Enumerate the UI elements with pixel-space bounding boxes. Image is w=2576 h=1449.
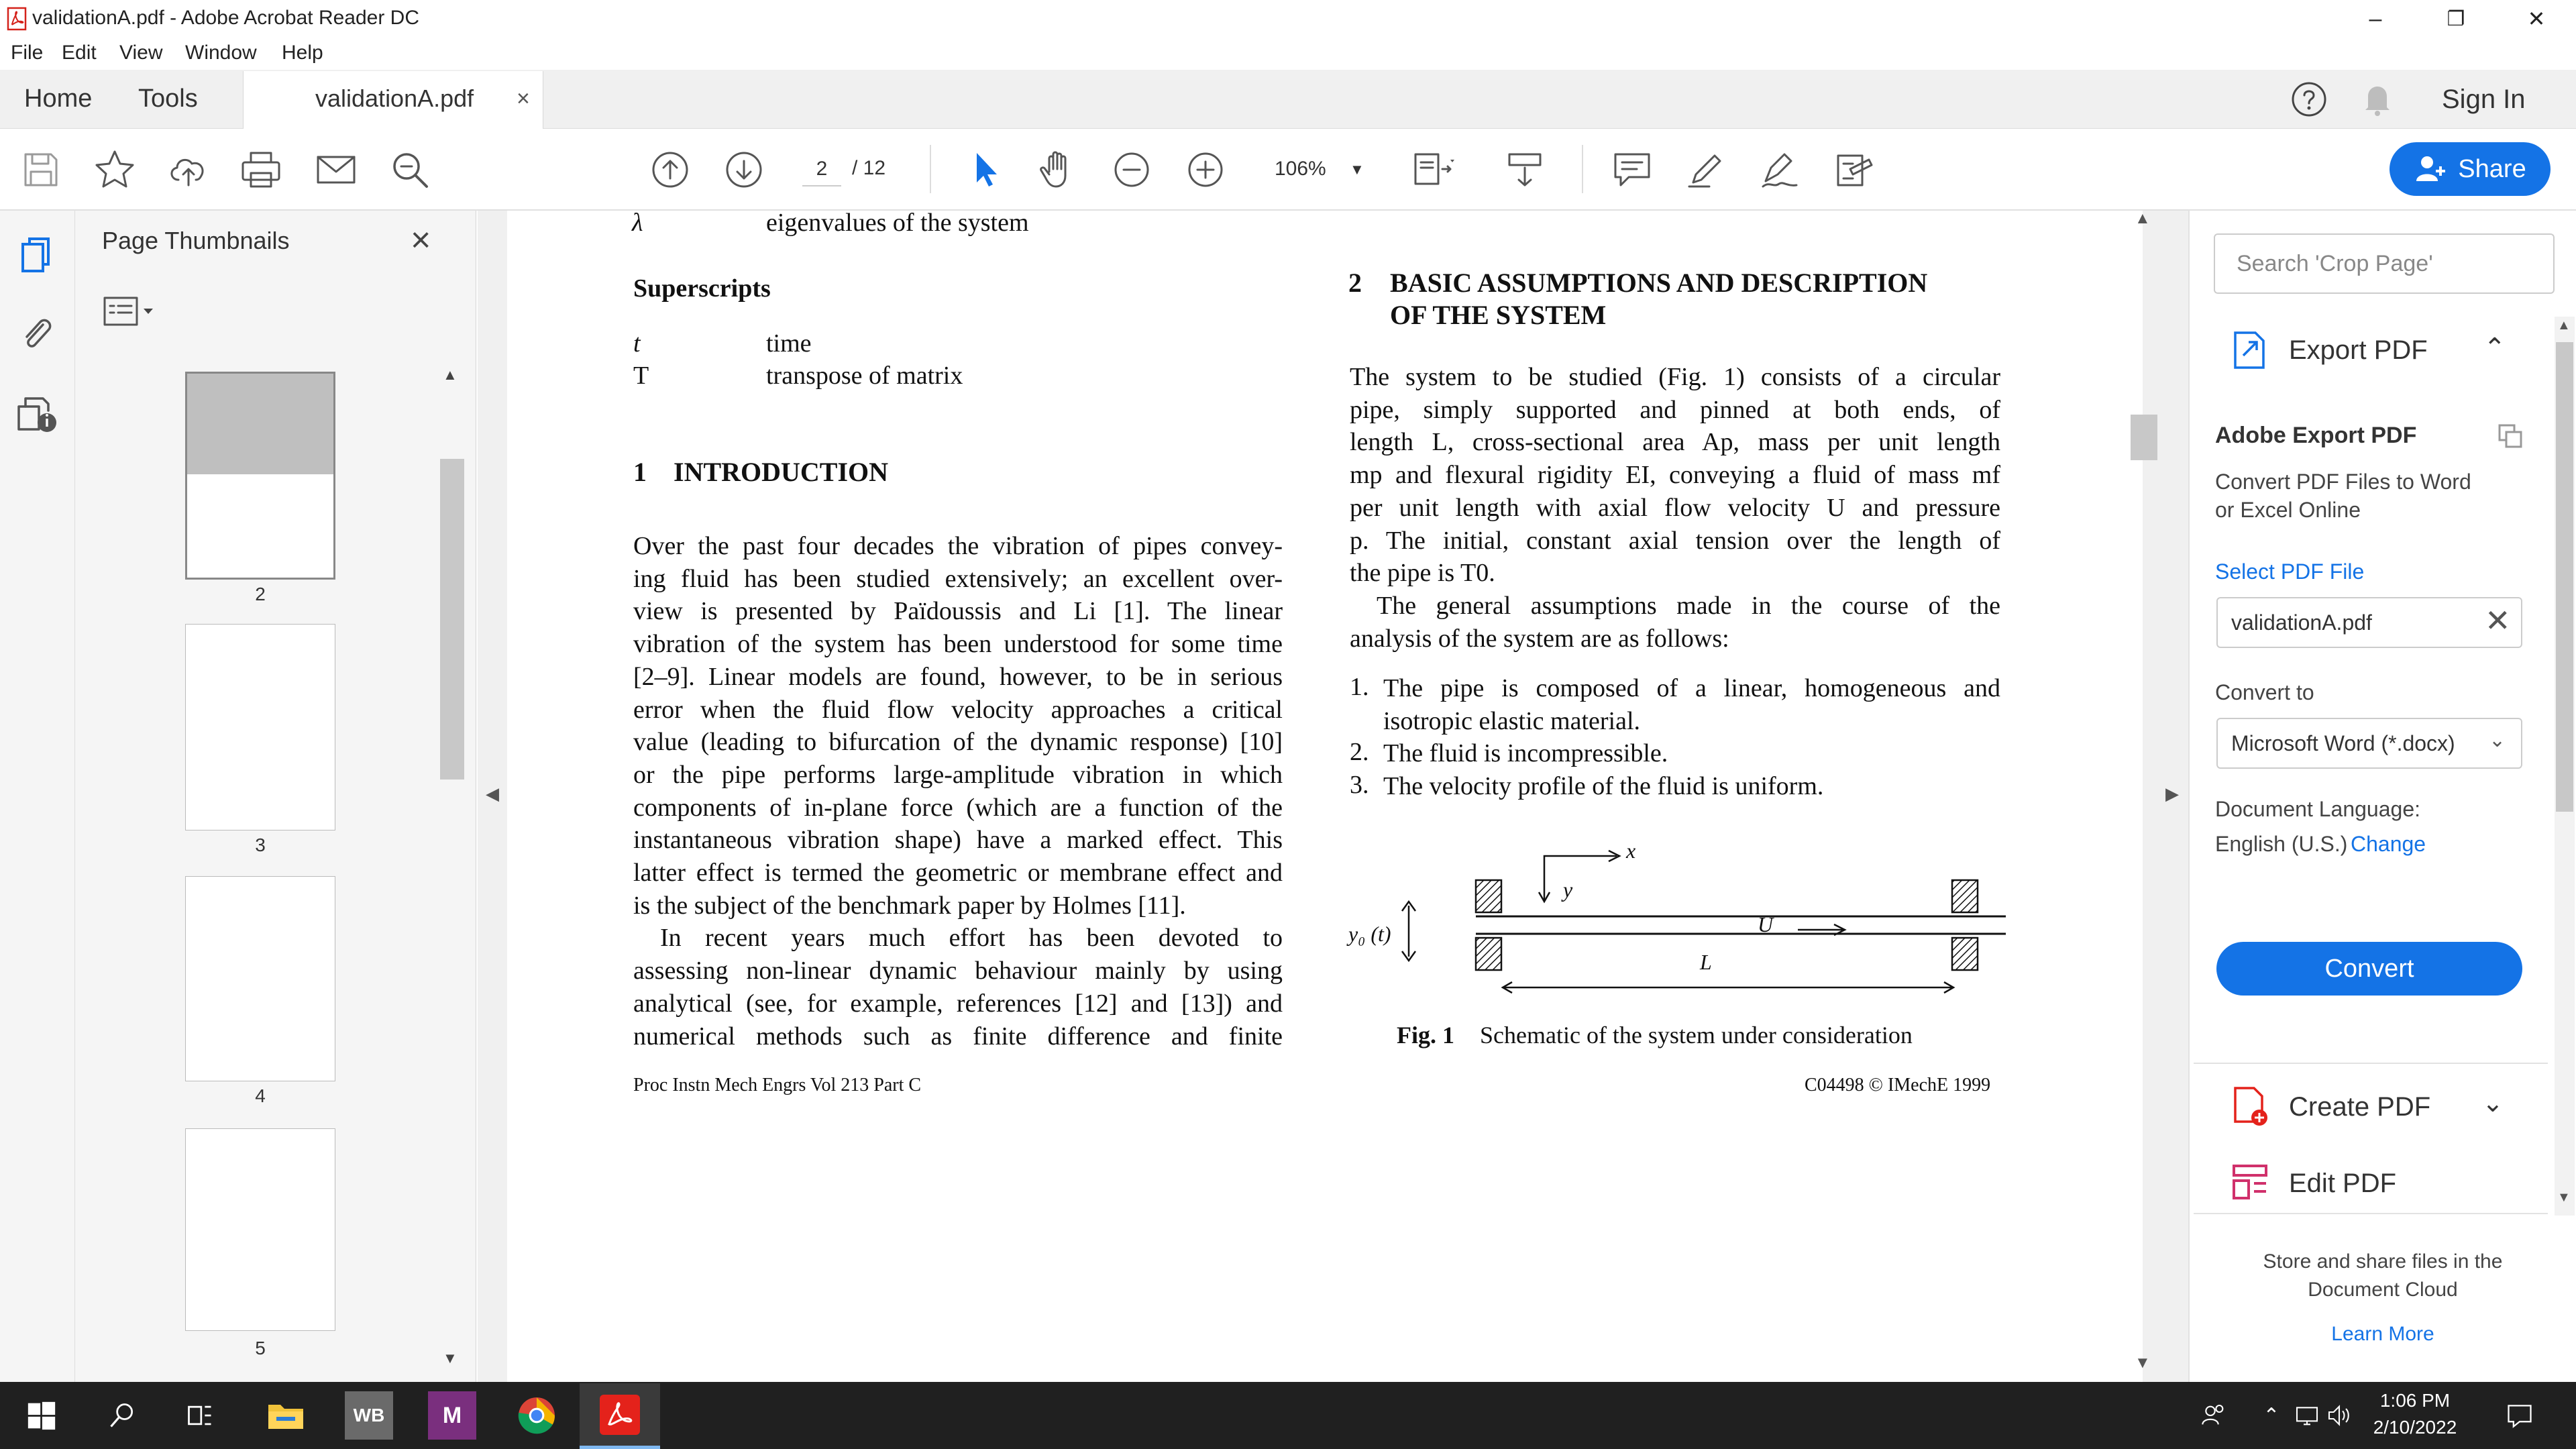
thumbnail-options-icon[interactable] [101, 292, 161, 330]
toolbar-divider [930, 145, 931, 193]
assumption-text: The fluid is incompressible. [1383, 739, 1668, 768]
scroll-down-arrow-icon[interactable]: ▼ [443, 1350, 458, 1366]
workbench-app-icon[interactable]: WB [345, 1391, 393, 1440]
change-language-link[interactable]: Change [2351, 832, 2426, 856]
fig-label-x: x [1626, 839, 1636, 863]
right-scroll-up-icon[interactable]: ▲ [2557, 318, 2571, 333]
superscripts-heading: Superscripts [633, 274, 771, 303]
selected-file-field[interactable]: validationA.pdf [2216, 597, 2522, 648]
t-description: time [766, 329, 812, 358]
minimize-button[interactable]: – [2369, 5, 2382, 32]
doc-scroll-up-arrow-icon[interactable]: ▲ [2135, 209, 2151, 227]
taskbar-clock[interactable] [2361, 1387, 2469, 1441]
fit-page-icon[interactable] [1409, 146, 1456, 193]
page-total: / 12 [852, 157, 886, 179]
section-2-line: per unit length with axial flow velocity U and pressure [1350, 493, 2000, 522]
thumbnail-label: 2 [255, 584, 266, 604]
fig-label-U: U [1758, 912, 1774, 936]
section-2-title-line-1: BASIC ASSUMPTIONS AND DESCRIPTION [1390, 268, 1928, 298]
create-pdf-tool[interactable]: Create PDF [2289, 1092, 2431, 1122]
upload-cloud-icon[interactable] [165, 146, 212, 193]
figure-1-schematic [1342, 832, 2012, 1006]
footer-right: C04498 © IMechE 1999 [1805, 1075, 1991, 1095]
footer-left: Proc Instn Mech Engrs Vol 213 Part C [633, 1075, 922, 1095]
windows-start-icon[interactable] [16, 1390, 67, 1441]
thumbnail-page-4[interactable] [185, 876, 335, 1081]
intro-line: vibration of the system has been understood for some time [633, 630, 1283, 659]
people-icon[interactable] [2194, 1390, 2234, 1441]
lambda-description: eigenvalues of the system [766, 209, 1029, 237]
intro-line: value (leading to bifurcation of the dynamic response) [10] [633, 728, 1283, 757]
section-2-line: pipe, simply supported and pinned at both ends, of [1350, 395, 2000, 424]
volume-icon[interactable] [2321, 1390, 2357, 1441]
left-rail [0, 211, 75, 1382]
window-title: validationA.pdf - Adobe Acrobat Reader DC [32, 7, 420, 29]
show-hidden-icons-chevron-icon[interactable]: ⌃ [2263, 1404, 2280, 1427]
document-info-icon[interactable] [15, 390, 60, 436]
learn-more-link[interactable]: Learn More [2331, 1323, 2434, 1345]
section-2-line: p. The initial, constant axial tension over the length of [1350, 526, 2000, 555]
assumption-number: 2. [1350, 738, 1369, 767]
doc-language-value: English (U.S.) [2215, 832, 2348, 856]
email-icon[interactable] [313, 146, 360, 193]
thumbnail-page-3[interactable] [185, 624, 335, 830]
document-tab-label: validationA.pdf [315, 85, 474, 112]
intro-line: is the subject of the benchmark paper by Holmes [11]. [633, 891, 1186, 920]
select-pdf-file-link[interactable]: Select PDF File [2215, 559, 2365, 584]
zoom-out-icon[interactable] [1108, 146, 1155, 193]
fill-sign-icon[interactable] [1756, 146, 1803, 193]
section-2-line: mp and flexural rigidity EI, conveying a fluid of mass mf [1350, 461, 2000, 490]
edit-pdf-icon [2230, 1162, 2270, 1202]
T-description: transpose of matrix [766, 362, 963, 390]
assumption-text: isotropic elastic material. [1383, 706, 1641, 735]
thumbnail-label: 3 [255, 835, 266, 855]
page-number-input[interactable]: 2 [802, 152, 841, 186]
intro-line: Over the past four decades the vibration of pipes convey- [633, 532, 1283, 560]
copy-icon [2497, 423, 2524, 449]
search-icon[interactable] [386, 146, 433, 193]
lambda-symbol: λ [632, 209, 643, 237]
tab-home[interactable]: Home [24, 85, 93, 113]
hand-tool-icon[interactable] [1034, 146, 1081, 193]
menu-view[interactable]: View [119, 42, 163, 64]
intro-line: or the pipe performs large-amplitude vibration in which [633, 760, 1283, 789]
section-2-line: The system to be studied (Fig. 1) consists of a circular [1350, 363, 2000, 391]
zoom-in-icon[interactable] [1182, 146, 1229, 193]
section-2-line: analysis of the system are as follows: [1350, 624, 1729, 653]
thumbnail-page-2[interactable] [185, 372, 335, 580]
doc-scroll-down-arrow-icon[interactable]: ▼ [2135, 1354, 2151, 1372]
assumption-number: 1. [1350, 673, 1369, 701]
thumbnail-label: 4 [255, 1085, 266, 1106]
chrome-browser-icon[interactable] [511, 1390, 562, 1441]
export-pdf-icon [2230, 329, 2270, 372]
edit-pdf-tool[interactable]: Edit PDF [2289, 1169, 2397, 1198]
menu-bar [0, 38, 2576, 70]
share-button[interactable] [2390, 142, 2551, 196]
task-view-icon[interactable] [174, 1390, 225, 1441]
doc-language-label: Document Language: [2215, 797, 2420, 821]
format-chevron-down-icon: ⌄ [2489, 729, 2506, 751]
chevron-up-icon[interactable]: ⌃ [2483, 333, 2506, 363]
file-explorer-icon[interactable] [260, 1390, 311, 1441]
assumption-number: 3. [1350, 771, 1369, 800]
highlight-pen-icon[interactable] [1682, 146, 1729, 193]
more-tools-icon[interactable] [1830, 146, 1877, 193]
close-panel-button[interactable]: × [411, 221, 431, 260]
intro-line: numerical methods such as finite difference and finite [633, 1022, 1283, 1051]
chevron-down-icon: ▼ [1350, 161, 1364, 178]
fig-label-L: L [1700, 950, 1712, 974]
share-label: Share [2458, 154, 2526, 183]
T-symbol: T [633, 362, 649, 390]
bookmark-star-icon[interactable] [91, 146, 138, 193]
menu-help[interactable]: Help [282, 42, 323, 64]
thumbnail-page-5[interactable] [185, 1128, 335, 1331]
section-2-number: 2 [1348, 268, 1362, 298]
figure-caption-text: Schematic of the system under consideration [1480, 1022, 1913, 1049]
pane-divider [2194, 1213, 2548, 1214]
network-icon[interactable] [2289, 1390, 2325, 1441]
right-pane-scrollbar[interactable] [2556, 342, 2573, 812]
clock-date: 2/10/2022 [2373, 1417, 2457, 1438]
restore-button[interactable]: ❐ [2447, 7, 2465, 30]
menu-edit[interactable]: Edit [62, 42, 97, 64]
figure-caption-number: Fig. 1 [1397, 1022, 1454, 1049]
assumption-text: The velocity profile of the fluid is uniform. [1383, 772, 1824, 801]
help-icon[interactable] [2290, 80, 2328, 118]
mail-app-icon[interactable]: M [428, 1391, 476, 1440]
section-1-title: INTRODUCTION [674, 457, 889, 487]
fig-label-y: y [1563, 877, 1573, 902]
document-scrollbar[interactable] [2131, 415, 2157, 460]
thumbnails-scrollbar[interactable] [440, 459, 464, 780]
collapse-right-arrow-icon[interactable]: ▶ [2165, 784, 2179, 804]
menu-file[interactable]: File [11, 42, 44, 64]
acrobat-app-icon [7, 7, 27, 31]
attachment-paperclip-icon[interactable] [17, 311, 58, 354]
close-window-button[interactable]: ✕ [2527, 7, 2546, 31]
save-icon[interactable] [17, 146, 64, 193]
scroll-mode-icon[interactable] [1501, 146, 1548, 193]
thumbnail-label: 5 [255, 1338, 266, 1358]
intro-line: instantaneous vibration shape) have a marked effect. This [633, 826, 1283, 855]
create-pdf-icon [2230, 1084, 2270, 1127]
intro-line: [2–9]. Linear models are found, however, to be in serious [633, 662, 1283, 691]
menu-window[interactable]: Window [185, 42, 257, 64]
tools-search-input[interactable]: Search 'Crop Page' [2214, 233, 2555, 294]
intro-line: In recent years much effort has been devoted to [660, 924, 1283, 953]
section-2-line: length L, cross-sectional area Ap, mass per unit length [1350, 428, 2000, 457]
page-thumbnails-icon[interactable] [17, 235, 58, 278]
intro-line: assessing non-linear dynamic behaviour mainly by using [633, 957, 1283, 985]
close-tab-button[interactable]: × [517, 86, 530, 111]
intro-line: latter effect is termed the geometric or membrane effect and [633, 859, 1283, 887]
section-2-line: The general assumptions made in the course of the [1377, 591, 2000, 620]
section-2-title-line-2: OF THE SYSTEM [1390, 300, 1607, 330]
notifications-bell-icon[interactable] [2361, 80, 2394, 118]
convert-button[interactable]: Convert [2216, 942, 2522, 996]
intro-line: analytical (see, for example, references [12] and [13]) and [633, 989, 1283, 1018]
pane-divider [2194, 1063, 2548, 1064]
select-cursor-icon[interactable] [961, 146, 1008, 193]
convert-to-label: Convert to [2215, 680, 2314, 704]
notifications-center-icon[interactable] [2493, 1390, 2546, 1441]
acrobat-taskbar-button[interactable] [580, 1383, 660, 1449]
scroll-up-arrow-icon[interactable]: ▲ [443, 366, 458, 383]
tab-tools[interactable]: Tools [138, 85, 198, 113]
intro-line: ing fluid has been studied extensively; an excellent over- [633, 564, 1283, 593]
taskbar-search-icon[interactable] [97, 1390, 148, 1441]
adobe-export-heading: Adobe Export PDF [2215, 423, 2417, 448]
intro-line: error when the fluid flow velocity approaches a critical [633, 695, 1283, 724]
zoom-value: 106% [1275, 158, 1326, 180]
convert-format-select[interactable]: Microsoft Word (*.docx) [2216, 718, 2522, 769]
print-icon[interactable] [237, 146, 284, 193]
cloud-text-1: Store and share files in the [2263, 1250, 2503, 1273]
create-pdf-chevron-down-icon[interactable]: ⌄ [2482, 1089, 2504, 1118]
toolbar-divider [1582, 145, 1583, 193]
cloud-text-2: Document Cloud [2308, 1279, 2458, 1301]
clear-file-icon[interactable]: ✕ [2485, 603, 2511, 638]
previous-page-icon[interactable] [647, 146, 694, 193]
section-2-line: the pipe is T0. [1350, 559, 1495, 588]
add-user-icon [2414, 154, 2447, 184]
assumption-text: The pipe is composed of a linear, homogeneous and [1383, 674, 2000, 702]
collapse-left-arrow-icon[interactable]: ◀ [486, 784, 499, 804]
intro-line: view is presented by Païdoussis and Li [1]. The linear [633, 597, 1283, 626]
section-1-number: 1 [633, 457, 647, 487]
thumbnails-title: Page Thumbnails [102, 227, 290, 254]
fig-label-y0: y₀ (t) [1348, 922, 1391, 946]
sign-in-button[interactable]: Sign In [2442, 85, 2526, 114]
right-tools-pane [2188, 211, 2576, 1382]
intro-line: components of in-plane force (which are a function of the [633, 793, 1283, 822]
comment-icon[interactable] [1609, 146, 1656, 193]
right-scroll-down-icon[interactable]: ▼ [2557, 1190, 2571, 1205]
next-page-icon[interactable] [720, 146, 767, 193]
export-pdf-title[interactable]: Export PDF [2289, 335, 2428, 365]
clock-time: 1:06 PM [2379, 1390, 2451, 1411]
t-symbol: t [633, 329, 641, 358]
convert-description-2: or Excel Online [2215, 498, 2361, 522]
convert-description-1: Convert PDF Files to Word [2215, 470, 2471, 494]
